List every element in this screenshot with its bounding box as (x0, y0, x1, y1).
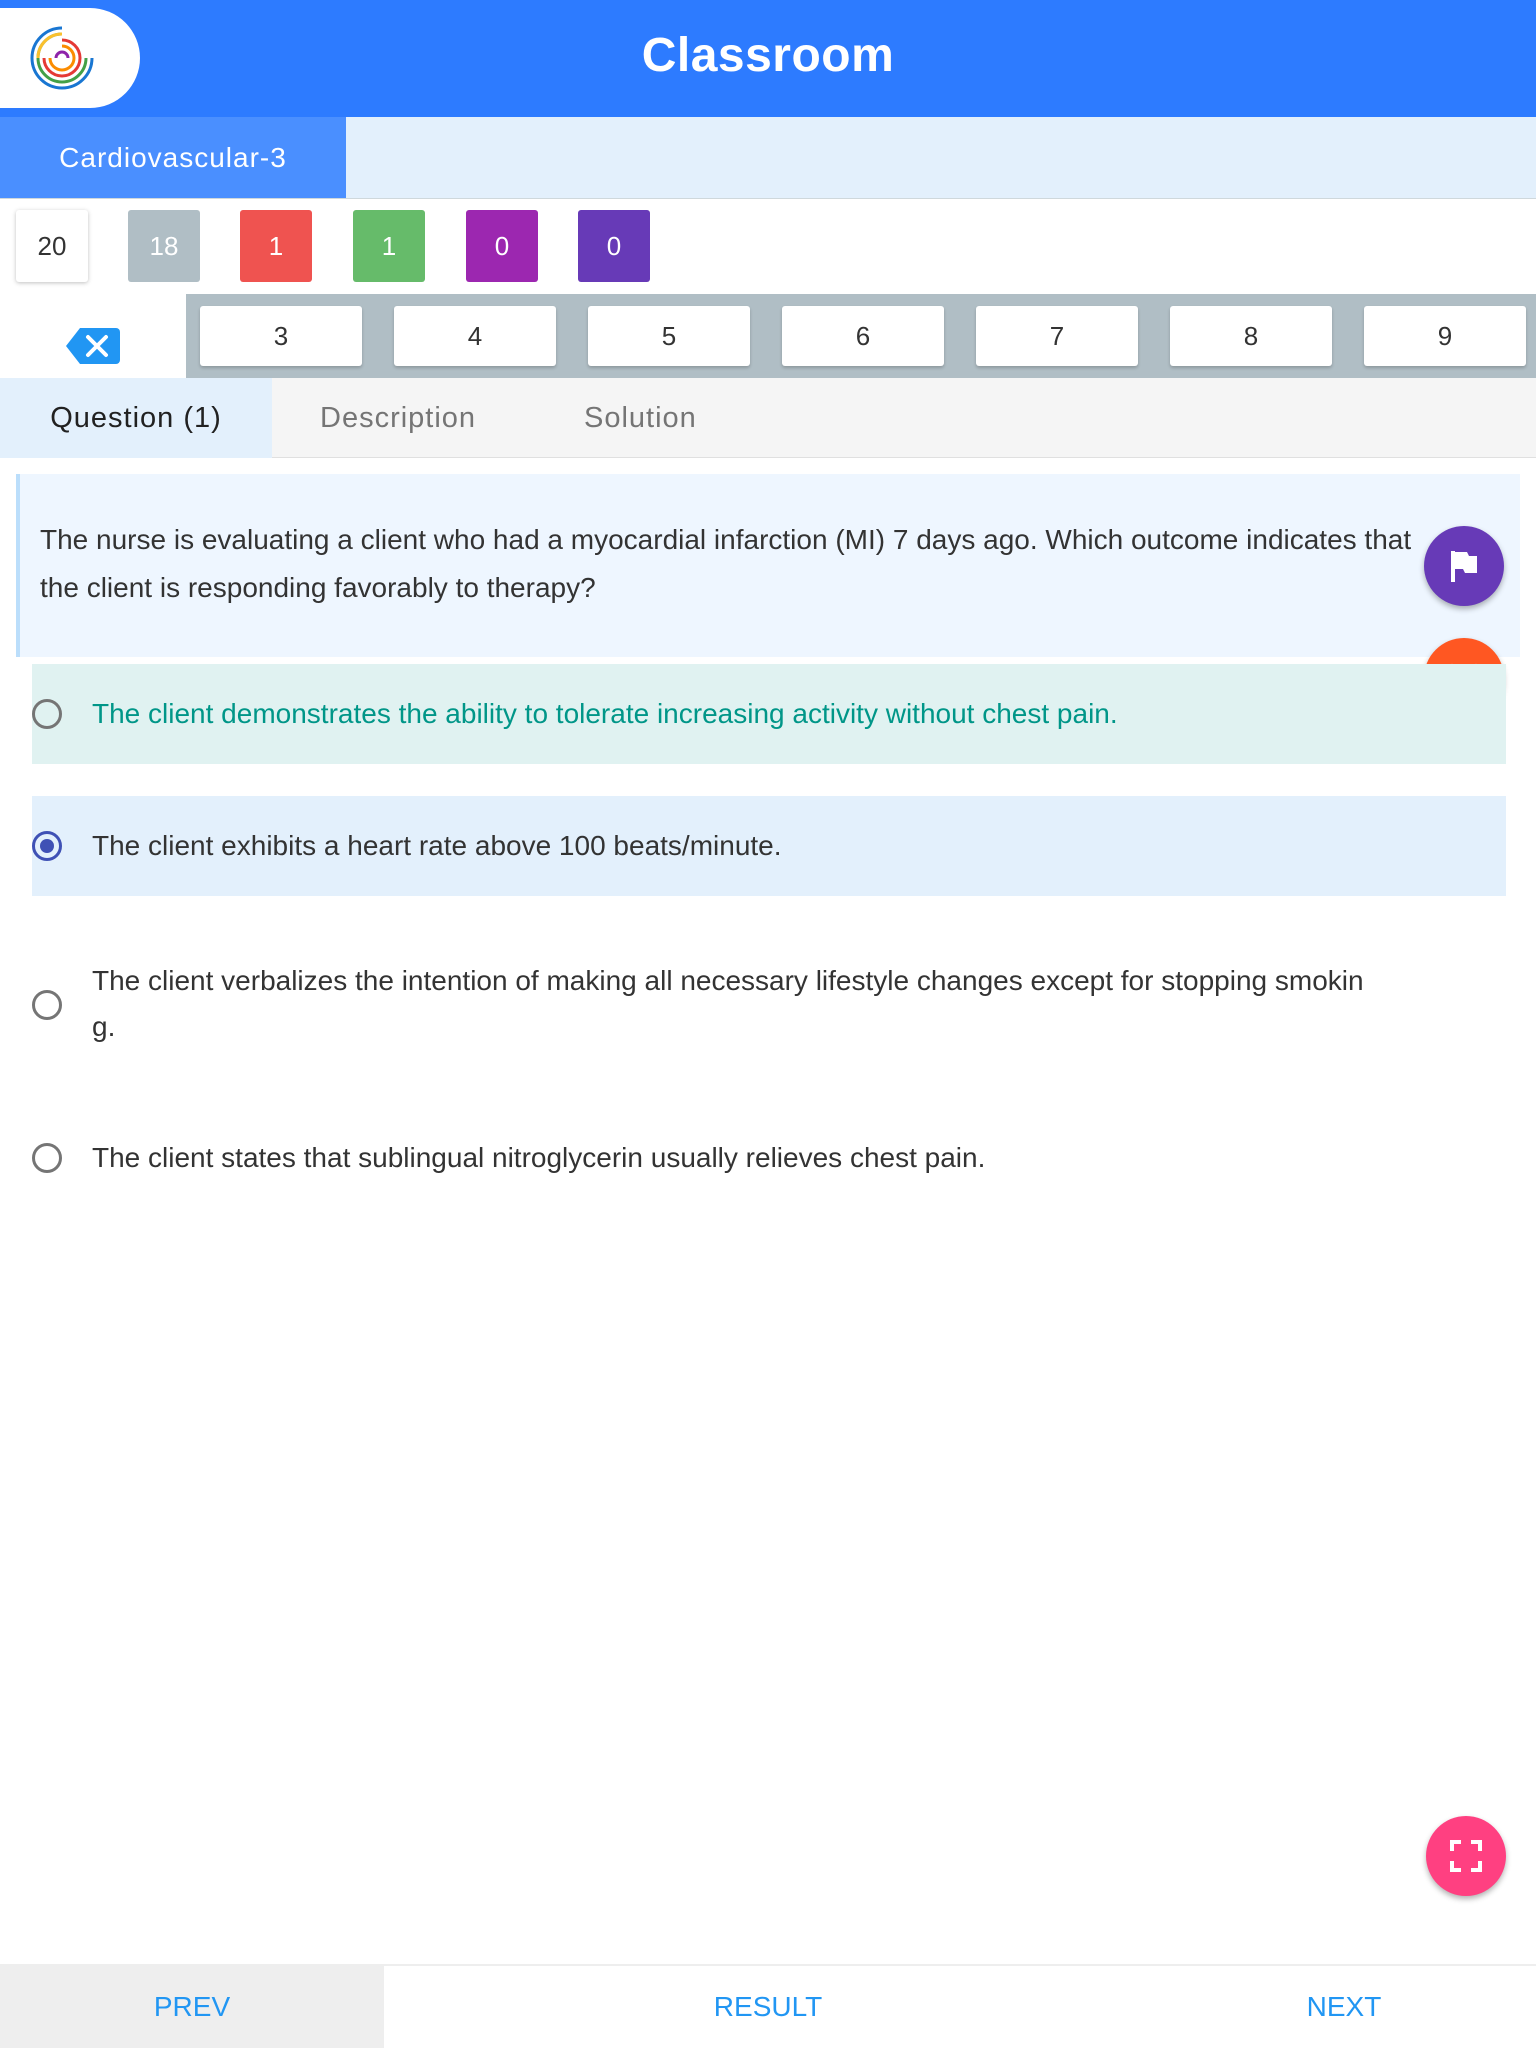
stat-reviewed[interactable]: 0 (578, 210, 650, 282)
option-text (92, 958, 1512, 1050)
question-number-button[interactable]: 7 (976, 306, 1138, 366)
result-button[interactable]: RESULT (713, 1991, 823, 2022)
option-text-line: g. (92, 1011, 116, 1042)
question-number-button[interactable]: 3 (200, 306, 362, 366)
radio-button[interactable] (32, 831, 62, 861)
flag-icon (1444, 546, 1484, 586)
question-number-button[interactable]: 9 (1364, 306, 1526, 366)
content-tabs (0, 378, 1536, 458)
radio-button[interactable] (32, 699, 62, 729)
question-number-button[interactable]: 4 (394, 306, 556, 366)
stat-flagged[interactable]: 0 (466, 210, 538, 282)
topic-tab-cardiovascular-3[interactable]: Cardiovascular-3 (0, 117, 346, 198)
question-number-button[interactable]: 8 (1170, 306, 1332, 366)
app-title: Classroom (641, 29, 895, 82)
option-text: The client exhibits a heart rate above 100 beats/minute. (92, 830, 782, 861)
question-text: The nurse is evaluating a client who had a myocardial infarction (MI) 7 days ago. Which outcome indicates that the client is responding favorably to therapy? (40, 524, 1412, 603)
radio-button[interactable] (32, 1143, 62, 1173)
stat-wrong[interactable]: 1 (240, 210, 312, 282)
prev-button[interactable]: PREV (0, 1966, 384, 2048)
stat-right[interactable]: 1 (353, 210, 425, 282)
answer-option[interactable] (32, 940, 1506, 1070)
tab-solution[interactable]: Solution (584, 401, 697, 434)
question-card (16, 474, 1520, 657)
option-text-line: The client verbalizes the intention of making all necessary lifestyle changes except for stopping smokin (92, 965, 1364, 996)
fullscreen-button[interactable] (1426, 1816, 1506, 1896)
next-button[interactable]: NEXT (1306, 1991, 1382, 2022)
flag-button[interactable] (1424, 526, 1504, 606)
fullscreen-icon (1446, 1836, 1486, 1876)
tab-description[interactable]: Description (320, 401, 477, 434)
option-text: The client demonstrates the ability to tolerate increasing activity without chest pain. (92, 698, 1118, 729)
answer-option[interactable] (32, 1108, 1506, 1208)
clear-filter-icon[interactable] (66, 326, 120, 366)
answer-option-correct[interactable] (32, 664, 1506, 764)
option-text: The client states that sublingual nitroglycerin usually relieves chest pain. (92, 1142, 986, 1173)
stat-unanswered[interactable]: 18 (128, 210, 200, 282)
bottom-nav (0, 1964, 1536, 2048)
app-header (0, 0, 1536, 117)
radio-button[interactable] (32, 990, 62, 1020)
question-number-strip[interactable] (186, 294, 1536, 378)
tab-question[interactable]: Question (1) (0, 378, 272, 458)
question-number-button[interactable]: 5 (588, 306, 750, 366)
stat-total-questions[interactable]: 20 (16, 210, 88, 282)
answer-option-selected[interactable] (32, 796, 1506, 896)
topic-tab-bar (0, 117, 1536, 199)
question-number-button[interactable]: 6 (782, 306, 944, 366)
